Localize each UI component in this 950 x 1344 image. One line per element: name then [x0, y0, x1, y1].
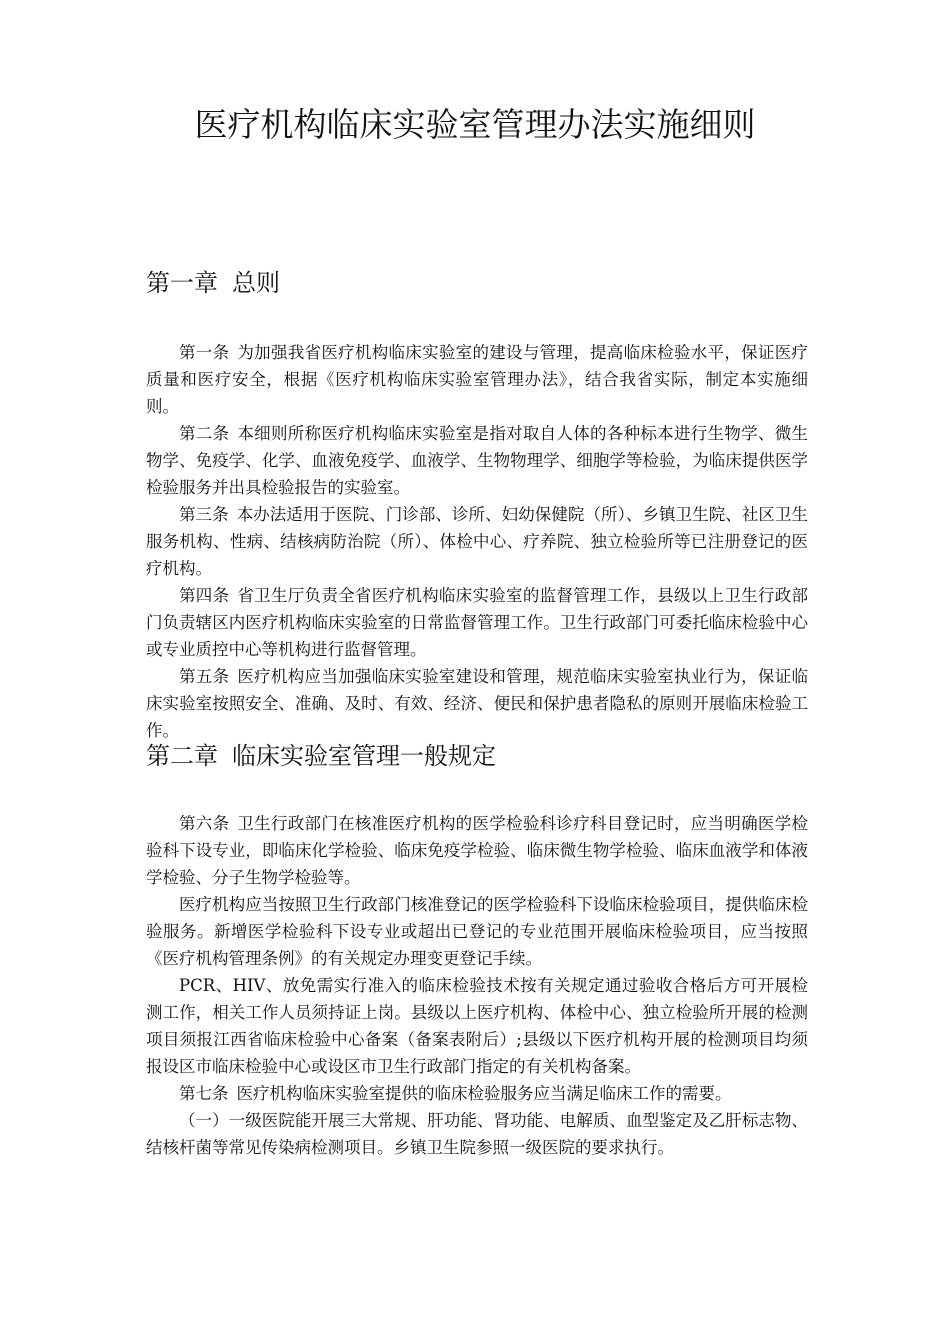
- article-2-text: 本细则所称医疗机构临床实验室是指对取自人体的各种标本进行生物学、微生物学、免疫学、化学、血液免疫学、血液学、生物物理学、细胞学等检验，为临床提供医学检验服务并出具检验报告的实验室。: [146, 424, 808, 497]
- chapter-2-body: [146, 810, 808, 1161]
- article-3: [146, 501, 808, 582]
- chapter-2-title: 临床实验室管理一般规定: [232, 742, 496, 770]
- article-7: [146, 1080, 808, 1107]
- article-5-label: 第五条: [179, 667, 230, 686]
- article-6: [146, 810, 808, 891]
- article-5: [146, 663, 808, 744]
- article-6-paragraph-2: [146, 891, 808, 972]
- article-7-item-1-text: （一）一级医院能开展三大常规、肝功能、肾功能、电解质、血型鉴定及乙肝标志物、结核杆菌等常见传染病检测项目。乡镇卫生院参照一级医院的要求执行。: [146, 1111, 808, 1157]
- article-7-item-1: [146, 1107, 808, 1161]
- article-5-text: 医疗机构应当加强临床实验室建设和管理，规范临床实验室执业行为，保证临床实验室按照安全、准确、及时、有效、经济、便民和保护患者隐私的原则开展临床检验工作。: [146, 667, 808, 740]
- chapter-1-heading: [146, 266, 826, 300]
- article-4-text: 省卫生厅负责全省医疗机构临床实验室的监督管理工作，县级以上卫生行政部门负责辖区内医疗机构临床实验室的日常监督管理工作。卫生行政部门可委托临床检验中心或专业质控中心等机构进行监督管理。: [146, 586, 808, 659]
- chapter-2-number: 第二章: [146, 742, 218, 770]
- article-7-label: 第七条: [179, 1084, 229, 1103]
- article-1-text: 为加强我省医疗机构临床实验室的建设与管理，提高临床检验水平，保证医疗质量和医疗安全，根据《医疗机构临床实验室管理办法》，结合我省实际，制定本实施细则。: [146, 343, 808, 416]
- article-7-text: 医疗机构临床实验室提供的临床检验服务应当满足临床工作的需要。: [236, 1084, 732, 1103]
- article-2-label: 第二条: [179, 424, 230, 443]
- article-1: [146, 339, 808, 420]
- article-6-paragraph-3: [146, 972, 808, 1080]
- chapter-1-number: 第一章: [146, 269, 218, 297]
- article-6-paragraph-2-text: 医疗机构应当按照卫生行政部门核准登记的医学检验科下设临床检验项目，提供临床检验服务。新增医学检验科下设专业或超出已登记的专业范围开展临床检验项目，应当按照《医疗机构管理条例》的有关规定办理变更登记手续。: [146, 895, 808, 968]
- document-title: 医疗机构临床实验室管理办法实施细则: [194, 105, 756, 144]
- article-4: [146, 582, 808, 663]
- article-6-text: 卫生行政部门在核准医疗机构的医学检验科诊疗科目登记时，应当明确医学检验科下设专业，即临床化学检验、临床免疫学检验、临床微生物学检验、临床血液学和体液学检验、分子生物学检验等。: [146, 814, 808, 887]
- article-6-label: 第六条: [179, 814, 230, 833]
- article-3-text: 本办法适用于医院、门诊部、诊所、妇幼保健院（所）、乡镇卫生院、社区卫生服务机构、性病、结核病防治院（所）、体检中心、疗养院、独立检验所等已注册登记的医疗机构。: [146, 505, 809, 578]
- chapter-1-body: [146, 339, 808, 744]
- chapter-2-heading: [146, 739, 826, 773]
- article-3-label: 第三条: [179, 505, 229, 524]
- article-6-paragraph-3-text: PCR、HIV、放免需实行准入的临床检验技术按有关规定通过验收合格后方可开展检测工作，相关工作人员须持证上岗。县级以上医疗机构、体检中心、独立检验所开展的检测项目须报江西省临床检验中心备案（备案表附后）;县级以下医疗机构开展的检测项目均须报设区市临床检验中心或设区市卫生行政部门指定的有关机构备案。: [146, 976, 808, 1076]
- chapter-1-title: 总则: [232, 269, 280, 297]
- article-1-label: 第一条: [179, 343, 230, 362]
- article-2: [146, 420, 808, 501]
- article-4-label: 第四条: [179, 586, 230, 605]
